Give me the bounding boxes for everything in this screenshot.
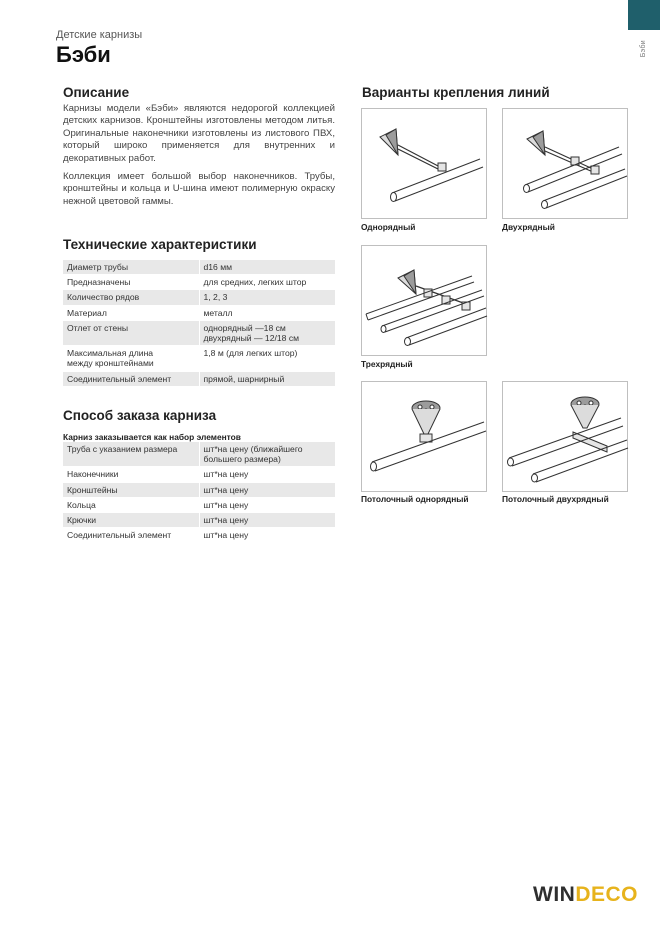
order-value: шт*на цену	[199, 513, 335, 528]
order-value: шт*на цену	[199, 467, 335, 482]
spec-label: Отлет от стены	[63, 320, 199, 345]
table-row	[63, 442, 335, 467]
ceiling-double-bracket-icon	[503, 382, 629, 493]
order-label: Наконечники	[63, 467, 199, 482]
ceiling-single-bracket-icon	[362, 382, 488, 493]
order-subheading: Карниз заказывается как набор элементов	[63, 432, 241, 442]
order-label: Соединительный элемент	[63, 528, 199, 543]
logo-part-2: DECO	[575, 883, 639, 906]
spec-value: 1,8 м (для легких штор)	[199, 346, 335, 371]
table-row	[63, 497, 335, 512]
spec-value-line-1: однорядный —18 см	[203, 322, 286, 333]
spec-value: металл	[199, 305, 335, 320]
triple-row-bracket-icon	[362, 246, 488, 357]
spec-value-line-2: двухрядный — 12/18 см	[203, 333, 300, 344]
spec-label: Диаметр трубы	[63, 260, 199, 275]
variant-double-illustration	[502, 108, 628, 219]
description-paragraph-1: Карнизы модели «Бэби» являются недорогой коллекцией детских карнизов. Кронштейны изготовлены методом литья. Оригинальные наконечники изготовлены из листового ПВХ, который широко применяется для внутренних и декоративных работ.	[63, 103, 335, 164]
table-row	[63, 371, 335, 386]
order-value: шт*на цену	[199, 528, 335, 543]
spec-label-line-2: между кронштейнами	[67, 358, 154, 369]
windeco-logo	[533, 883, 638, 907]
spec-label: Материал	[63, 305, 199, 320]
variant-ceiling-single-illustration	[361, 381, 487, 492]
table-row	[63, 482, 335, 497]
table-row	[63, 528, 335, 543]
variant-ceiling-double-illustration	[502, 381, 628, 492]
side-tab	[628, 0, 660, 30]
spec-label-line-1: Максимальная длина	[67, 348, 154, 359]
spec-label: Предназначены	[63, 275, 199, 290]
single-row-bracket-icon	[362, 109, 488, 220]
order-label: Труба с указанием размера	[63, 442, 199, 467]
order-label: Кронштейны	[63, 482, 199, 497]
category-label: Детские карнизы	[56, 29, 143, 41]
order-heading: Способ заказа карниза	[63, 408, 217, 423]
variant-triple-illustration	[361, 245, 487, 356]
order-value: шт*на цену	[199, 482, 335, 497]
table-row	[63, 260, 335, 275]
variant-single-illustration	[361, 108, 487, 219]
variant-single-label: Однорядный	[361, 222, 416, 232]
description-heading: Описание	[63, 85, 130, 100]
variant-ceiling-double-label: Потолочный двухрядный	[502, 494, 609, 504]
order-value	[199, 442, 335, 467]
description-paragraph-2: Коллекция имеет большой выбор наконечников. Трубы, кронштейны и кольца и U-шина имеют полимерную окраску нежной цветовой гаммы.	[63, 171, 335, 207]
side-tab-label: Бэби	[640, 40, 647, 58]
specs-heading: Технические характеристики	[63, 237, 257, 252]
page-title: Бэби	[56, 42, 111, 67]
variant-ceiling-single-label: Потолочный однорядный	[361, 494, 469, 504]
spec-value: для средних, легких штор	[199, 275, 335, 290]
order-value-line-2: большего размера)	[203, 454, 281, 465]
table-row	[63, 290, 335, 305]
spec-value	[199, 320, 335, 345]
table-row	[63, 467, 335, 482]
table-row	[63, 305, 335, 320]
logo-part-1: WIN	[533, 883, 576, 906]
spec-value: прямой, шарнирный	[199, 371, 335, 386]
spec-value: 1, 2, 3	[199, 290, 335, 305]
double-row-bracket-icon	[503, 109, 629, 220]
order-value-line-1: шт*на цену (ближайшего	[203, 444, 303, 454]
order-label: Крючки	[63, 513, 199, 528]
spec-label: Количество рядов	[63, 290, 199, 305]
spec-label	[63, 346, 199, 371]
order-value: шт*на цену	[199, 497, 335, 512]
spec-value: d16 мм	[199, 260, 335, 275]
variant-triple-label: Трехрядный	[361, 359, 413, 369]
table-row	[63, 320, 335, 345]
order-table	[63, 442, 335, 543]
spec-label: Соединительный элемент	[63, 371, 199, 386]
table-row	[63, 346, 335, 371]
table-row	[63, 275, 335, 290]
table-row	[63, 513, 335, 528]
mounting-heading: Варианты крепления линий	[362, 85, 550, 100]
order-label: Кольца	[63, 497, 199, 512]
variant-double-label: Двухрядный	[502, 222, 555, 232]
specs-table	[63, 260, 335, 387]
